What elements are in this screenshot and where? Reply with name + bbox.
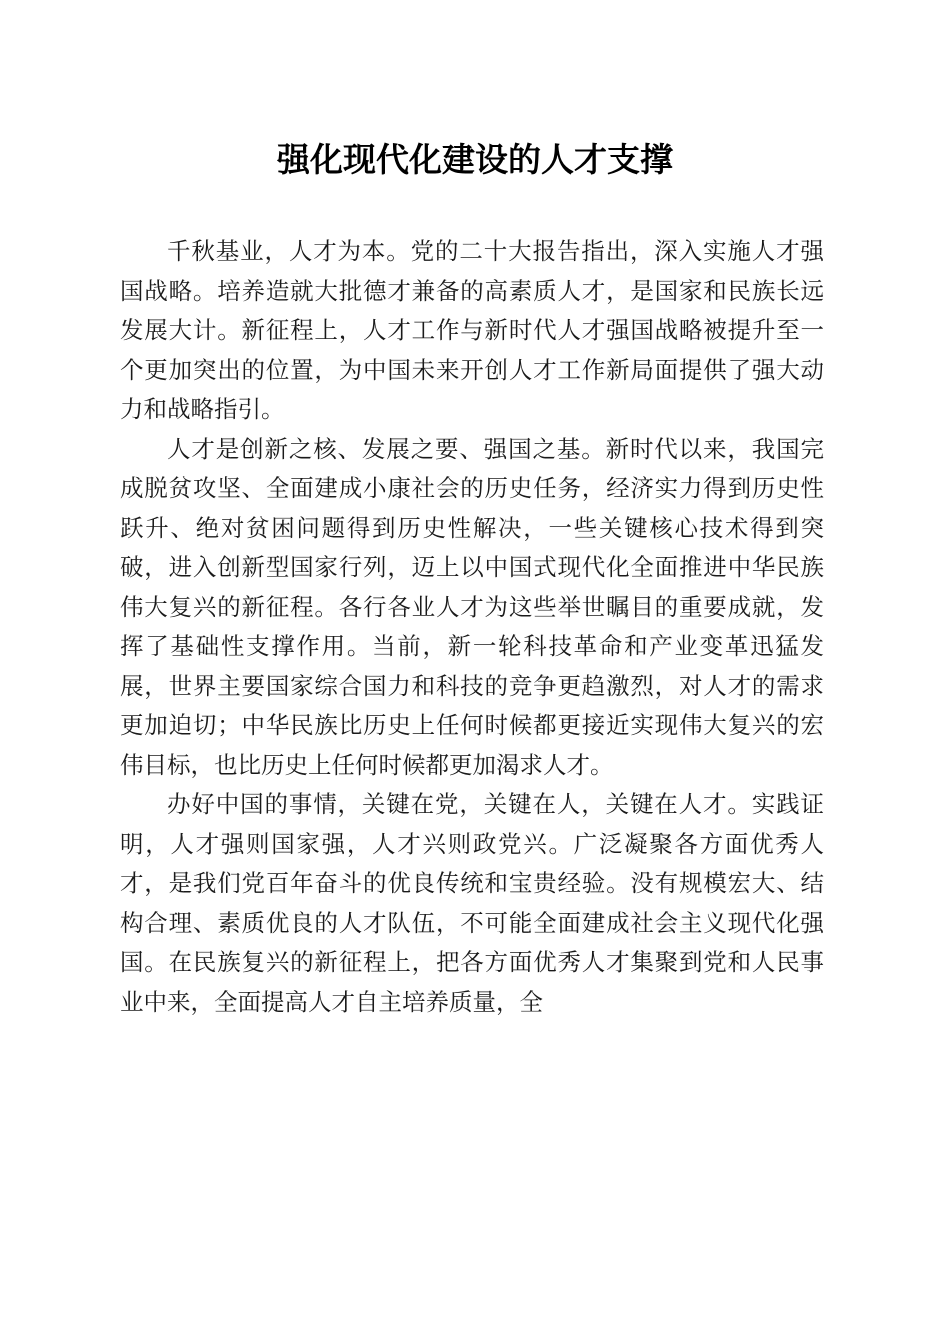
document-body [120, 232, 824, 1022]
paragraph-2: 人才是创新之核、发展之要、强国之基。新时代以来，我国完成脱贫攻坚、全面建成小康社会的历史任务，经济实力得到历史性跃升、绝对贫困问题得到历史性解决，一些关键核心技术得到突破，进入创新型国家行列，迈上以中国式现代化全面推进中华民族伟大复兴的新征程。各行各业人才为这些举世瞩目的重要成就，发挥了基础性支撑作用。当前，新一轮科技革命和产业变革迅猛发展，世界主要国家综合国力和科技的竞争更趋激烈，对人才的需求更加迫切；中华民族比历史上任何时候都更接近实现伟大复兴的宏伟目标，也比历史上任何时候都更加渴求人才。 [120, 434, 824, 779]
paragraph-3: 办好中国的事情，关键在党，关键在人，关键在人才。实践证明，人才强则国家强，人才兴则政党兴。广泛凝聚各方面优秀人才，是我们党百年奋斗的优良传统和宝贵经验。没有规模宏大、结构合理、素质优良的人才队伍，不可能全面建成社会主义现代化强国。在民族复兴的新征程上，把各方面优秀人才集聚到党和人民事业中来，全面提高人才自主培养质量，全 [120, 790, 824, 1016]
paragraph-1: 千秋基业，人才为本。党的二十大报告指出，深入实施人才强国战略。培养造就大批德才兼备的高素质人才，是国家和民族长远发展大计。新征程上，人才工作与新时代人才强国战略被提升至一个更加突出的位置，为中国未来开创人才工作新局面提供了强大动力和战略指引。 [120, 237, 824, 423]
document-title: 强化现代化建设的人才支撑 [277, 140, 673, 179]
